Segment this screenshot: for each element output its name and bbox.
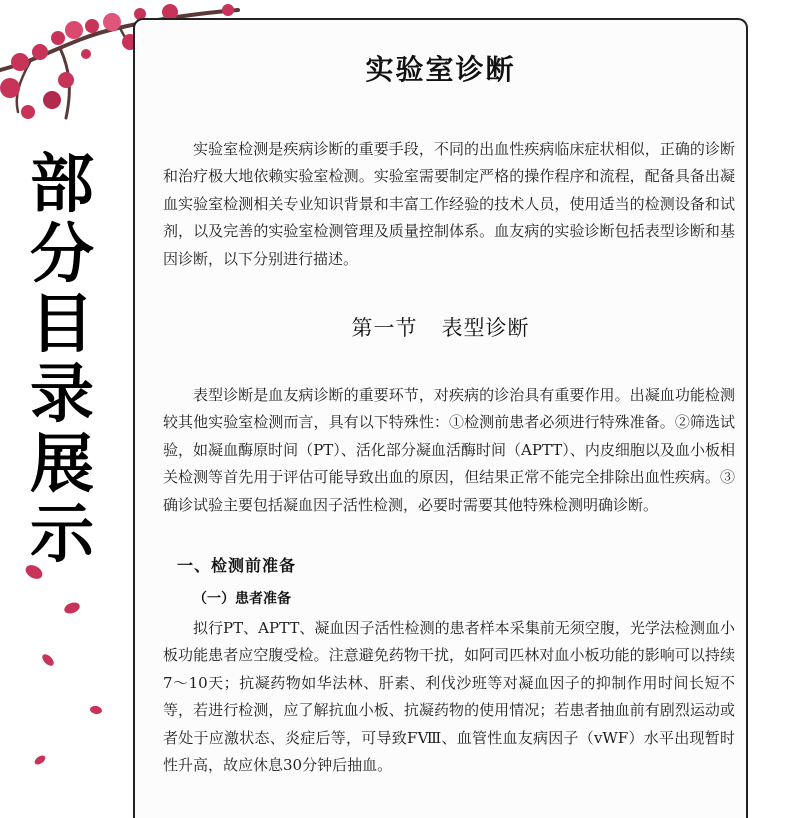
section-name: 表型诊断 [441,316,530,340]
vertical-label-char: 部 [30,148,94,222]
vertical-label-char: 目 [30,288,94,362]
vertical-label-char: 录 [30,358,94,432]
falling-petals-decoration [0,560,140,800]
book-page [133,18,748,818]
heading-level-1: 一、检测前准备 [177,556,297,575]
vertical-label-char: 展 [30,428,94,502]
section-paragraph: 表型诊断是血友病诊断的重要环节，对疾病的诊治具有重要作用。出凝血功能检测较其他实验室检测而言，具有以下特殊性：①检测前患者必须进行特殊准备。②筛选试验，如凝血酶原时间（PT）、活化部分凝血活酶时间（APTT）、内皮细胞以及血小板相关检测等首先用于评估可能导致出血的原因，但结果正常不能完全排除出血性疾病。③确诊试验主要包括凝血因子活性检测，必要时需要其他特殊检测明确诊断。 [163,386,735,514]
vertical-label [16,150,108,570]
patient-prep-paragraph: 拟行PT、APTT、凝血因子活性检测的患者样本采集前无须空腹，光学法检测血小板功能患者应空腹受检。注意避免药物干扰，如阿司匹林对血小板功能的影响可以持续7～10天；抗凝药物如华法林、肝素、利伐沙班等对凝血因子的抑制作用时间长短不等，若进行检测，应了解抗血小板、抗凝药物的使用情况；若患者抽血前有剧烈运动或者处于应激状态、炎症后等，可导致FⅧ、血管性血友病因子（vWF）水平出现暂时性升高，故应休息30分钟后抽血。 [163,619,735,775]
section-title [135,312,746,342]
vertical-label-char: 示 [30,498,94,572]
intro-paragraph: 实验室检测是疾病诊断的重要手段，不同的出血性疾病临床症状相似，正确的诊断和治疗极大地依赖实验室检测。实验室需要制定严格的操作程序和流程，配备具备出凝血实验室检测相关专业知识背景和丰富工作经验的技术人员，使用适当的检测设备和试剂，以及完善的实验室检测管理及质量控制体系。血友病的实验诊断包括表型诊断和基因诊断，以下分别进行描述。 [163,140,735,268]
section-number: 第一节 [351,316,418,340]
vertical-label-char: 分 [30,218,94,292]
heading-level-2: （一）患者准备 [193,591,291,607]
petal-icon [23,562,102,766]
page-title: 实验室诊断 [365,53,516,86]
